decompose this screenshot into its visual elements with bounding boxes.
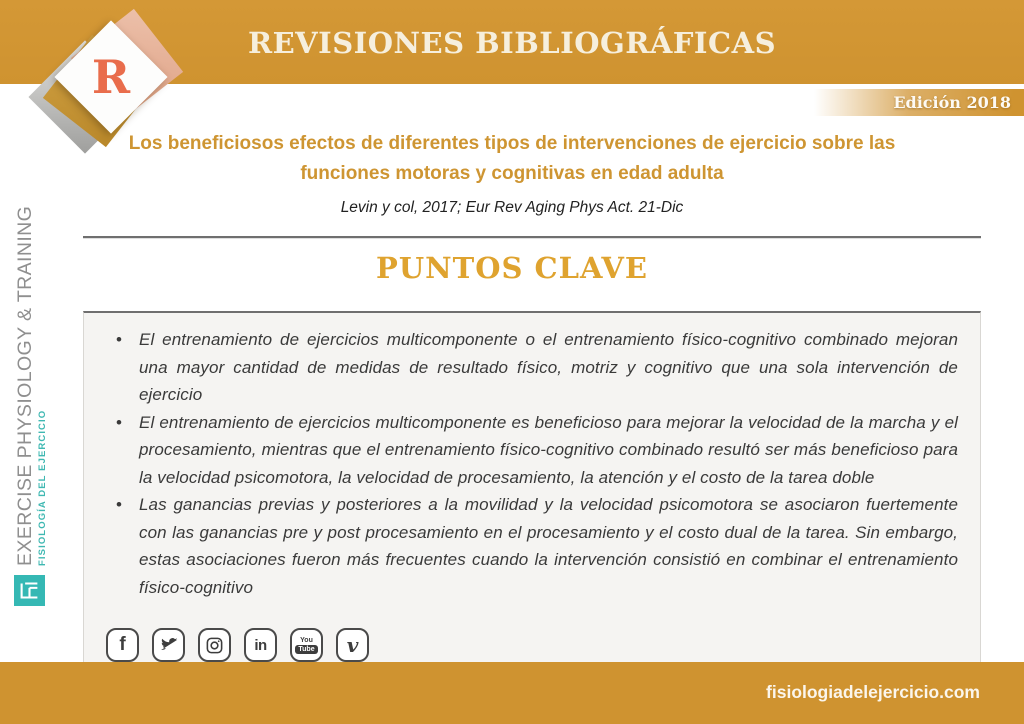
instagram-icon[interactable] — [198, 628, 231, 662]
revisiones-logo — [45, 5, 195, 165]
article-title: Los beneficiosos efectos de diferentes tipos de intervenciones de ejercicio sobre las funciones motoras y cognitivas en edad adulta — [128, 133, 896, 184]
key-point-item: • El entrenamiento de ejercicios multicomponente o el entrenamiento físico-cognitivo combinado mejoran una mayor cantidad de medidas de resultado físico, motriz y cognitivo que una sola intervención de ejercicio — [114, 326, 958, 409]
brand-sub-label: FISIOLOGÍA DEL EJERCICIO — [37, 409, 48, 566]
divider-rule — [83, 236, 981, 239]
website-url: fisiologiadelejercicio.com — [766, 682, 980, 702]
edition-badge: Edición 2018 — [814, 89, 1024, 116]
youtube-icon[interactable]: You Tube — [290, 628, 323, 662]
footer-band — [0, 662, 1024, 724]
article-citation: Levin y col, 2017; Eur Rev Aging Phys Act. 21-Dic — [340, 199, 684, 216]
key-points-list — [114, 326, 958, 601]
linkedin-icon[interactable]: in — [244, 628, 277, 662]
key-point-item: • Las ganancias previas y posteriores a la movilidad y la velocidad psicomotora se asociaron fuertemente con las ganancias pre y post procesamiento en el procesamiento y el costo dual de la tarea. Sin embargo, estas asociaciones fueron más frecuentes cuando la intervención consistió en combinar el entrenamiento físico-cognitivo — [114, 491, 958, 601]
vimeo-icon[interactable]: v — [336, 628, 369, 662]
brand-main-label: EXERCISE PHYSIOLOGY & TRAINING — [14, 205, 36, 566]
twitter-icon[interactable] — [152, 628, 185, 662]
social-links — [106, 628, 369, 662]
page-title: REVISIONES BIBLIOGRÁFICAS — [247, 26, 777, 60]
key-points-box — [83, 311, 981, 662]
logo-letter-r: R — [91, 50, 131, 104]
exercise-physiology-logo — [14, 575, 45, 606]
key-point-item: • El entrenamiento de ejercicios multicomponente es beneficioso para mejorar la velocidad de la marcha y el procesamiento, mientras que el entrenamiento físico-cognitivo combinado resultó ser más beneficioso para la velocidad psicomotora, la velocidad de procesamiento, la atención y el costo de la tarea doble — [114, 409, 958, 492]
key-points-heading: PUNTOS CLAVE — [376, 251, 648, 285]
brand-vertical — [14, 206, 48, 606]
facebook-icon[interactable]: f — [106, 628, 139, 662]
